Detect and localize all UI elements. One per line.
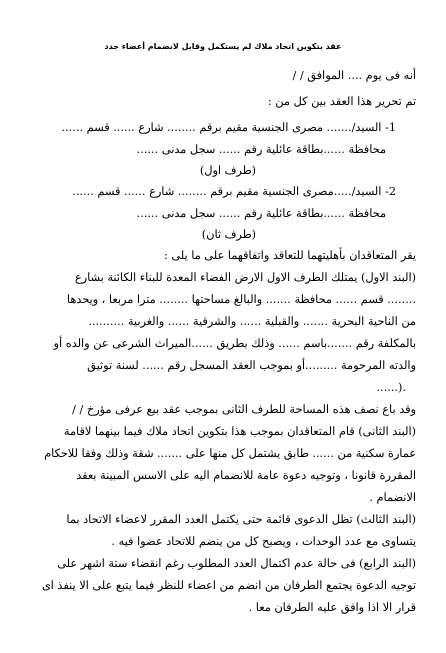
party-two-line: 2- السيد/.....مصرى الجنسية مقيم برقم ........ شارع ...... قسم ...... xyxy=(72,185,396,198)
clause-two-line-4: الانضمام . xyxy=(369,491,416,504)
party-one-line: 1- السيد/....... مصرى الجنسية مقيم برقم ........ شارع ...... قسم ...... xyxy=(61,121,396,134)
document-title: عقد بتكوين اتحاد ملاك لم يستكمل وقابل لانضمام أعضاء جدد xyxy=(104,42,342,51)
party-two-details: محافظة ......بطاقة عائلية رقم ...... سجل مدنى ...... xyxy=(136,207,386,220)
date-line: أنه فى يوم .... الموافق / / xyxy=(292,69,416,82)
clause-four-line-3: قرار الا اذا وافق عليه الطرفان معا . xyxy=(248,601,416,614)
clause-two-line-2: عمارة سكنية من ...... طابق يشتمل كل منها على ....... شقة وذلك وفقا للاحكام xyxy=(44,447,416,460)
clause-two-line-3: المقررة قانونا ، وتوجيه دعوة عامة للانضمام اليه على الاسس المبينة بعقد xyxy=(76,469,416,482)
clause-one-line-3: من الناحية البحرية ....... والقبلية ...... والشرقية ...... والغربية .......... xyxy=(88,315,416,328)
clause-three-line-2: يتساوى مع عدد الوحدات ، ويصبح كل من ينضم للاتحاد عضوا فيه . xyxy=(111,535,416,548)
clause-three-line-1: (البند الثالث) تظل الدعوى قائمة حتى يكتمل العدد المقرر لاعضاء الاتحاد بما xyxy=(66,513,416,526)
clause-one-line-2: ........ قسم ...... محافظة ....... والبالغ مساحتها ........ مترا مربعا ، ويحدها xyxy=(66,293,416,306)
acknowledgement-line: يقر المتعاقدان بأهليتهما للتعاقد واتفاقهما على ما يلى : xyxy=(163,249,416,262)
clause-one-line-1: (البند الاول) يمتلك الطرف الاول الارض الفضاء المعدة للبناء الكائنة بشارع xyxy=(74,271,416,284)
clause-one-line-4: بالمكلفة رقم .......باسم ...... وذلك بطريق ......الميراث الشرعى عن والده أو xyxy=(53,337,416,350)
clause-four-line-1: (البند الرابع) فى حالة عدم اكتمال العدد المطلوب رغم انقضاء ستة اشهر على xyxy=(57,557,416,570)
party-one-label: (طرف اول) xyxy=(199,164,256,177)
clause-two-line-1: (البند الثانى) قام المتعاقدان بموجب هذا بتكوين اتحاد ملاك فيما بينهما لاقامة xyxy=(63,425,416,438)
sale-line: وقد باع نصف هذه المساحة للطرف الثانى بموجب عقد بيع عرفى مؤرخ / / xyxy=(72,403,416,416)
clause-one-line-5: والدته المرحومة .........أو بموجب العقد المسجل رقم ...... لسنة توثيق xyxy=(87,359,416,372)
party-one-details: محافظة ......بطاقة عائلية رقم ...... سجل مدنى ...... xyxy=(136,143,386,156)
clause-four-line-2: توجيه الدعوة يجتمع الطرفان من انضم من اعضاء للنظر فيما يتبع على الا ينفذ اى xyxy=(41,579,416,592)
party-two-label: (طرف ثان) xyxy=(201,228,256,241)
clause-one-line-6: ......). xyxy=(376,381,406,394)
parties-intro: تم تحرير هذا العقد بين كل من : xyxy=(267,95,416,108)
